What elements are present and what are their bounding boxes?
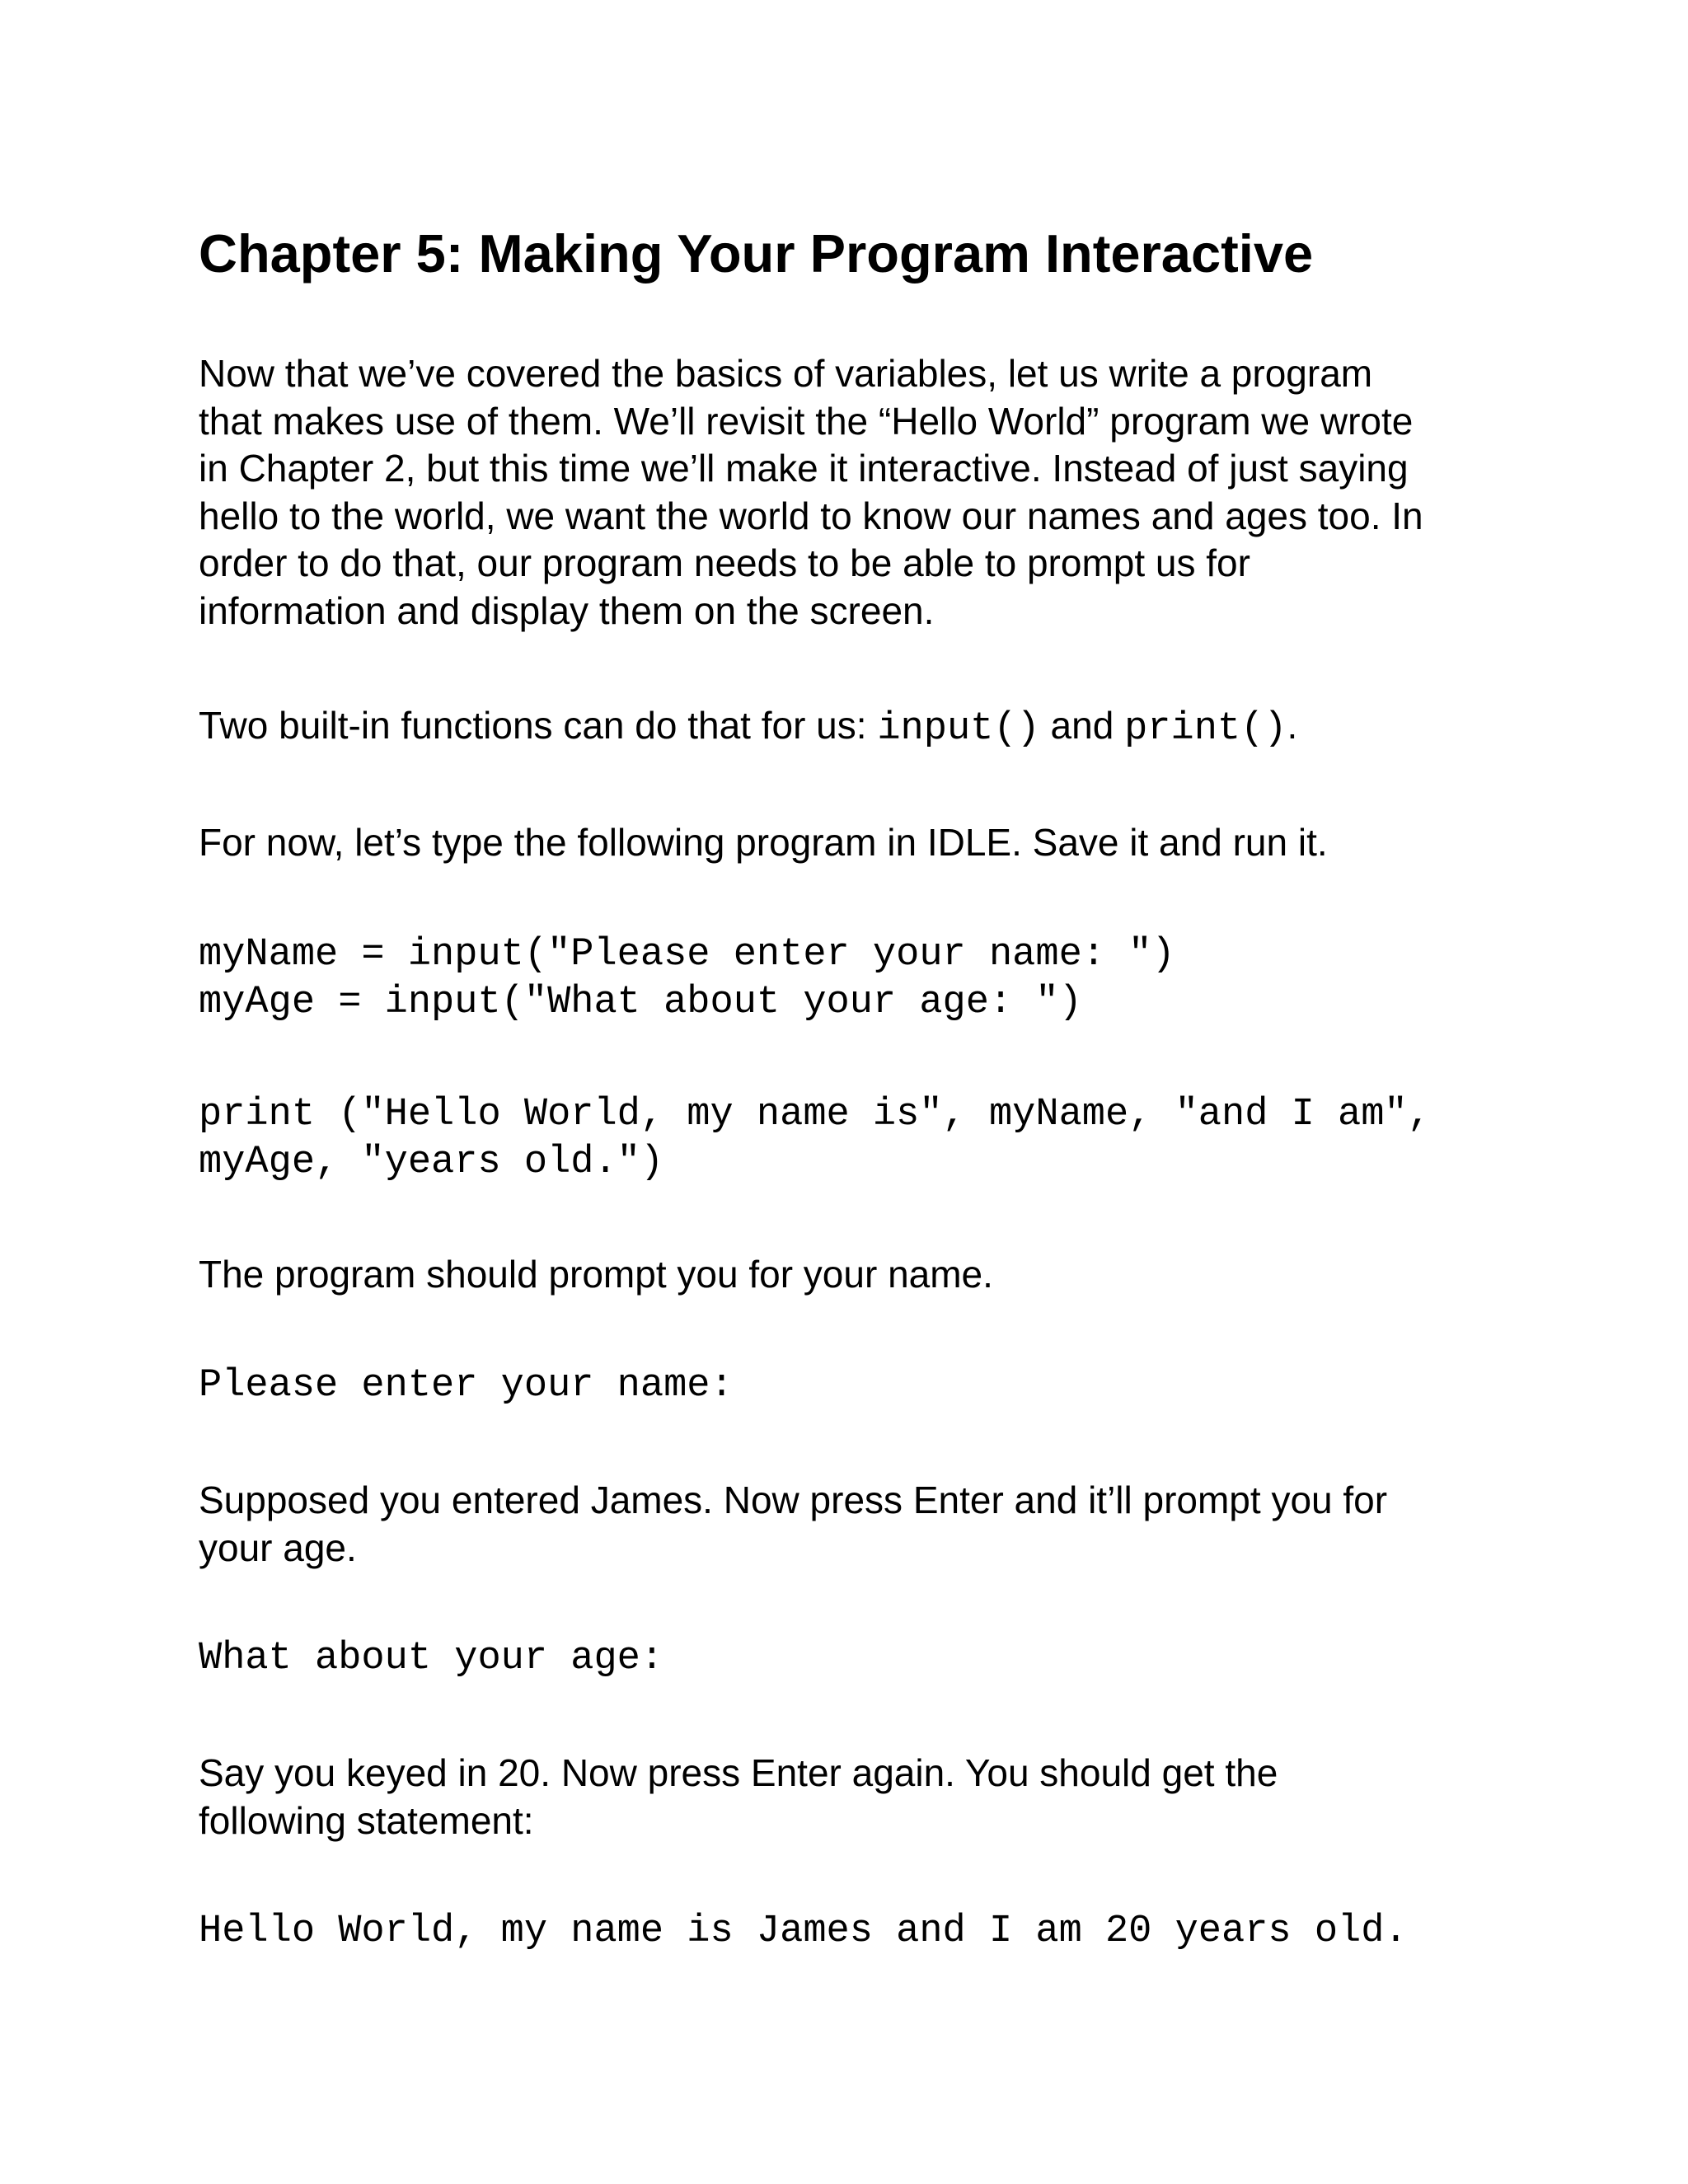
intro-line: Now that we’ve covered the basics of variables, let us write a program (199, 352, 1373, 395)
code-line: myAge = input("What about your age: ") (199, 980, 1082, 1024)
chapter-title: Chapter 5: Making Your Program Interactive (199, 223, 1314, 284)
code-input-block (199, 931, 1175, 1026)
print-function-code: print() (1124, 707, 1287, 751)
paragraph-line: your age. (199, 1526, 357, 1569)
paragraph-line: Supposed you entered James. Now press Enter and it’ll prompt you for (199, 1479, 1388, 1521)
enter-age-paragraph (199, 1750, 1278, 1844)
instruction-paragraph: For now, let’s type the following program in IDLE. Save it and run it. (199, 821, 1328, 864)
code-line: myName = input("Please enter your name: ") (199, 933, 1175, 977)
intro-paragraph (199, 350, 1423, 635)
builtins-lead-text: Two built-in functions can do that for us: (199, 704, 878, 747)
intro-line: in Chapter 2, but this time we’ll make it interactive. Instead of just saying (199, 447, 1409, 490)
enter-name-paragraph (199, 1477, 1387, 1572)
name-prompt-output (199, 1362, 734, 1410)
code-line: print ("Hello World, my name is", myName, "and I am", (199, 1093, 1431, 1137)
output-line: Please enter your name: (199, 1364, 734, 1408)
intro-line: order to do that, our program needs to be able to prompt us for (199, 541, 1250, 585)
code-print-block (199, 1091, 1431, 1186)
intro-line: information and display them on the screen. (199, 588, 935, 632)
output-line: Hello World, my name is James and I am 20 years old. (199, 1910, 1408, 1953)
final-output (199, 1908, 1408, 1956)
code-line: myAge, "years old.") (199, 1140, 664, 1184)
intro-line: hello to the world, we want the world to know our names and ages too. In (199, 494, 1423, 537)
builtins-mid-text: and (1039, 704, 1125, 747)
input-function-code: input() (877, 707, 1040, 751)
output-line: What about your age: (199, 1637, 664, 1680)
age-prompt-output (199, 1635, 663, 1683)
builtins-paragraph (199, 702, 1297, 753)
intro-line: that makes use of them. We’ll revisit the “Hello World” program we wrote (199, 399, 1414, 443)
paragraph-line: following statement: (199, 1798, 534, 1842)
prompt-note-paragraph: The program should prompt you for your name. (199, 1253, 993, 1296)
builtins-end-text: . (1287, 704, 1298, 747)
paragraph-line: Say you keyed in 20. Now press Enter again. You should get the (199, 1751, 1278, 1794)
